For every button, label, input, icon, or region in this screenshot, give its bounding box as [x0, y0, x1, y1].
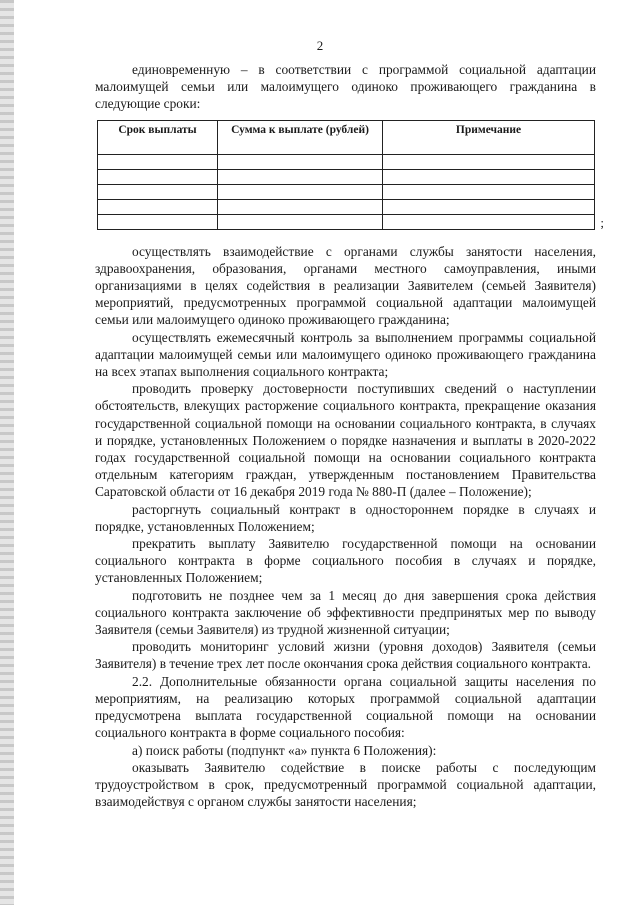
spacer [95, 230, 596, 243]
table-cell [98, 154, 218, 169]
paragraph-monitoring: проводить мониторинг условий жизни (уровня доходов) Заявителя (семьи Заявителя) в течение трех лет после окончания срока действия социального контракта. [95, 639, 596, 672]
table-cell [98, 199, 218, 214]
table-cell [383, 169, 595, 184]
header-amount: Сумма к выплате (рублей) [218, 120, 383, 154]
paragraph-job-search-assist: оказывать Заявителю содействие в поиске работы с последующим трудоустройством в срок, предусмотренный программой социальной адаптации, взаимодействуя с органом службы занятости населения; [95, 759, 596, 810]
paragraph-stop-payment: прекратить выплату Заявителю государственной помощи на основании социального контракта в форме социального пособия в случаях и порядке, установленных Положением; [95, 536, 596, 586]
paragraph-termination: расторгнуть социальный контракт в одностороннем порядке в случаях и порядке, установленных Положением; [95, 501, 596, 534]
table-row [98, 184, 595, 199]
paragraph-job-search-heading: а) поиск работы (подпункт «а» пункта 6 Положения): [132, 742, 437, 758]
table-cell [98, 184, 218, 199]
paragraph-monthly-control: осуществлять ежемесячный контроль за выполнением программы социальной адаптации малоимущей семьи или малоимущего одиноко проживающего гражданина на всех этапах выполнения социального контракта; [95, 329, 596, 380]
table-cell [218, 199, 383, 214]
table-cell [98, 214, 218, 229]
table-row [98, 169, 595, 184]
table-cell [383, 154, 595, 169]
page-number: 2 [316, 38, 324, 53]
table-cell [218, 154, 383, 169]
table-cell [98, 169, 218, 184]
table-cell [383, 199, 595, 214]
intro-paragraph: единовременную – в соответствии с программой социальной адаптации малоимущей семьи или малоимущего одиноко проживающего гражданина в следующие сроки: [95, 62, 596, 112]
document-body [95, 61, 604, 810]
payment-schedule-table [97, 120, 595, 230]
table-cell [383, 214, 595, 229]
table-cell [218, 169, 383, 184]
header-note: Примечание [383, 120, 595, 154]
table-row [98, 214, 595, 229]
paragraph-verification: проводить проверку достоверности поступивших сведений о наступлении обстоятельств, влекущих расторжение социального контракта, прекращение оказания государственной социальной помощи на основании социального контракта, в случаях и порядке, установленных Положением о порядке назначения и выплаты в 2020-2022 годах государственной социальной помощи на основании социального контракта отдельным категориям граждан, утвержденным постановлением Правительства Саратовской области от 16 декабря 2019 года № 880-П (далее – Положение); [95, 381, 596, 500]
table-cell [383, 184, 595, 199]
table-row [98, 199, 595, 214]
paragraph-section-2-2: 2.2. Дополнительные обязанности органа социальной защиты населения по мероприятиям, на реализацию которых программой социальной адаптации предусмотрена выплата государственной социальной помощи на основании социального контракта в форме социального пособия: [95, 673, 596, 741]
scan-edge [0, 0, 14, 905]
table-row [98, 154, 595, 169]
table-header-row [98, 120, 595, 154]
table-cell [218, 214, 383, 229]
header-payment-period: Срок выплаты [98, 120, 218, 154]
paragraph-conclusion: подготовить не позднее чем за 1 месяц до дня завершения срока действия социального контракта заключение об эффективности предпринятых мер по выводу Заявителя (семьи Заявителя) из трудной жизненной ситуации; [95, 587, 596, 638]
table-cell [218, 184, 383, 199]
paragraph-interaction: осуществлять взаимодействие с органами службы занятости населения, здравоохранения, образования, органами местного самоуправления, иными организациями в целях содействия в реализации Заявителем (семьей Заявителя) мероприятий, предусмотренных программой социальной адаптации малоимущей семьи или малоимущего одиноко проживающего гражданина; [95, 243, 596, 328]
table-trailing-semicolon: ; [600, 215, 604, 231]
payment-schedule-table-wrap [95, 120, 604, 231]
